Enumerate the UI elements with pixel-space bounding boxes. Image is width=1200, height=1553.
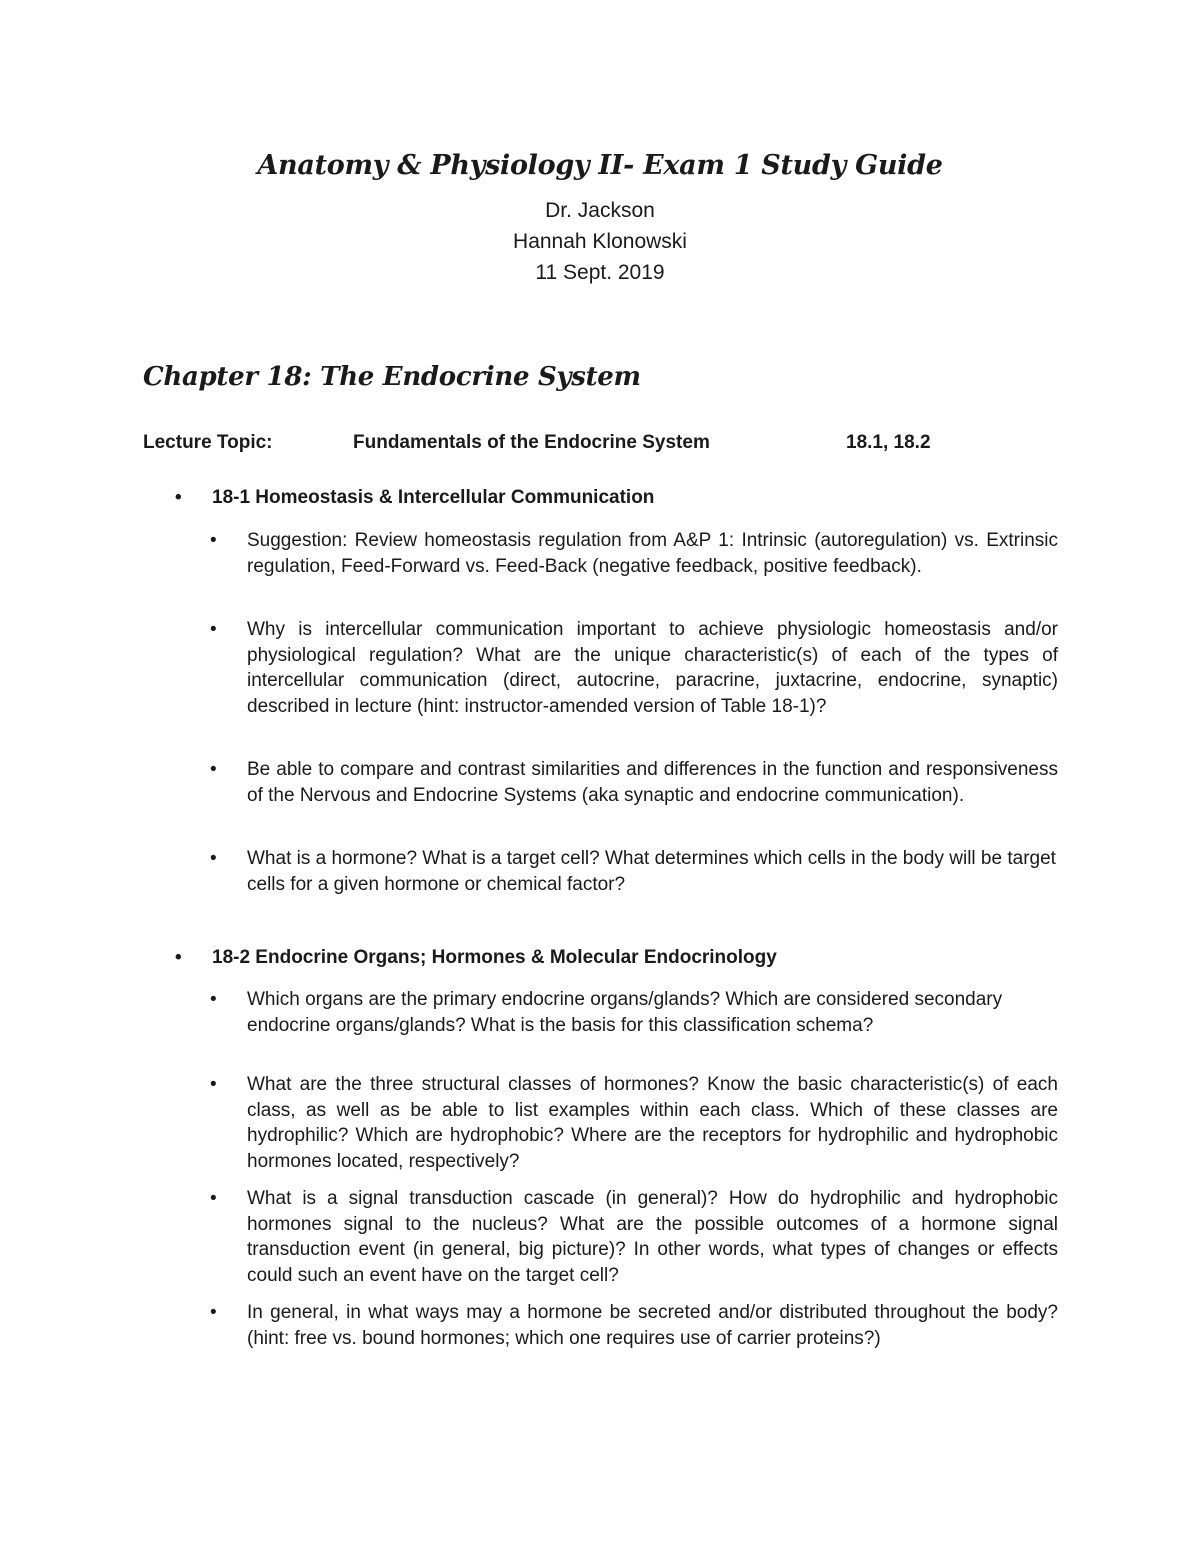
bullet-icon: • bbox=[210, 619, 217, 640]
list-item-text: Suggestion: Review homeostasis regulation from A&P 1: Intrinsic (autoregulation) vs. Extrinsic regulation, Feed-Forward vs. Feed-Back (negative feedback, positive feedback). bbox=[247, 530, 1058, 577]
list-item-text: In general, in what ways may a hormone be secreted and/or distributed throughout the body? (hint: free vs. bound hormones; which one requires use of carrier proteins?) bbox=[247, 1302, 1058, 1349]
bullet-icon: • bbox=[175, 487, 182, 508]
list-item bbox=[210, 617, 1058, 719]
list-item bbox=[210, 987, 1058, 1038]
bullet-icon: • bbox=[210, 848, 217, 869]
bullet-icon: • bbox=[210, 1302, 217, 1323]
section-heading-text: 18-1 Homeostasis & Intercellular Communication bbox=[212, 487, 655, 508]
list-item bbox=[210, 1300, 1058, 1351]
chapter-title: Chapter 18: The Endocrine System bbox=[143, 362, 641, 392]
bullet-icon: • bbox=[175, 947, 182, 968]
list-item bbox=[210, 528, 1058, 579]
list-item bbox=[210, 1186, 1058, 1288]
list-item bbox=[210, 1072, 1058, 1174]
list-item-text: Be able to compare and contrast similarities and differences in the function and responsiveness of the Nervous and Endocrine Systems (aka synaptic and endocrine communication). bbox=[247, 759, 1058, 806]
list-item-text: What is a hormone? What is a target cell? What determines which cells in the body will be target cells for a given hormone or chemical factor? bbox=[247, 848, 1056, 895]
list-item bbox=[210, 846, 1058, 897]
instructor-name: Dr. Jackson bbox=[545, 199, 655, 222]
lecture-topic-label: Lecture Topic: bbox=[143, 432, 273, 453]
list-item-text: Why is intercellular communication important to achieve physiologic homeostasis and/or physiological regulation? What are the unique characteristic(s) of each of the types of intercellular communication (direct, autocrine, paracrine, juxtacrine, endocrine, synaptic) described in lecture (hint: instructor-amended version of Table 18-1)? bbox=[247, 619, 1058, 717]
list-item bbox=[210, 757, 1058, 808]
list-item-text: What is a signal transduction cascade (in general)? How do hydrophilic and hydrophobic hormones signal to the nucleus? What are the possible outcomes of a hormone signal transduction event (in general, big picture)? In other words, what types of changes or effects could such an event have on the target cell? bbox=[247, 1188, 1058, 1286]
section-heading-text: 18-2 Endocrine Organs; Hormones & Molecular Endocrinology bbox=[212, 947, 777, 968]
list-item-text: What are the three structural classes of hormones? Know the basic characteristic(s) of each class, as well as be able to list examples within each class. Which of these classes are hydrophilic? Which are hydrophobic? Where are the receptors for hydrophilic and hydrophobic hormones located, respectively? bbox=[247, 1074, 1058, 1172]
lecture-topic-row bbox=[0, 432, 1200, 458]
lecture-section-refs: 18.1, 18.2 bbox=[846, 432, 931, 453]
bullet-icon: • bbox=[210, 759, 217, 780]
bullet-icon: • bbox=[210, 530, 217, 551]
bullet-icon: • bbox=[210, 1074, 217, 1095]
document-date: 11 Sept. 2019 bbox=[535, 261, 665, 284]
lecture-topic-name: Fundamentals of the Endocrine System bbox=[353, 432, 710, 453]
bullet-icon: • bbox=[210, 1188, 217, 1209]
list-item-text: Which organs are the primary endocrine organs/glands? Which are considered secondary endocrine organs/glands? What is the basis for this classification schema? bbox=[247, 989, 1003, 1036]
document-title: Anatomy & Physiology II- Exam 1 Study Guide bbox=[257, 150, 943, 181]
author-name: Hannah Klonowski bbox=[513, 230, 687, 253]
bullet-icon: • bbox=[210, 989, 217, 1010]
